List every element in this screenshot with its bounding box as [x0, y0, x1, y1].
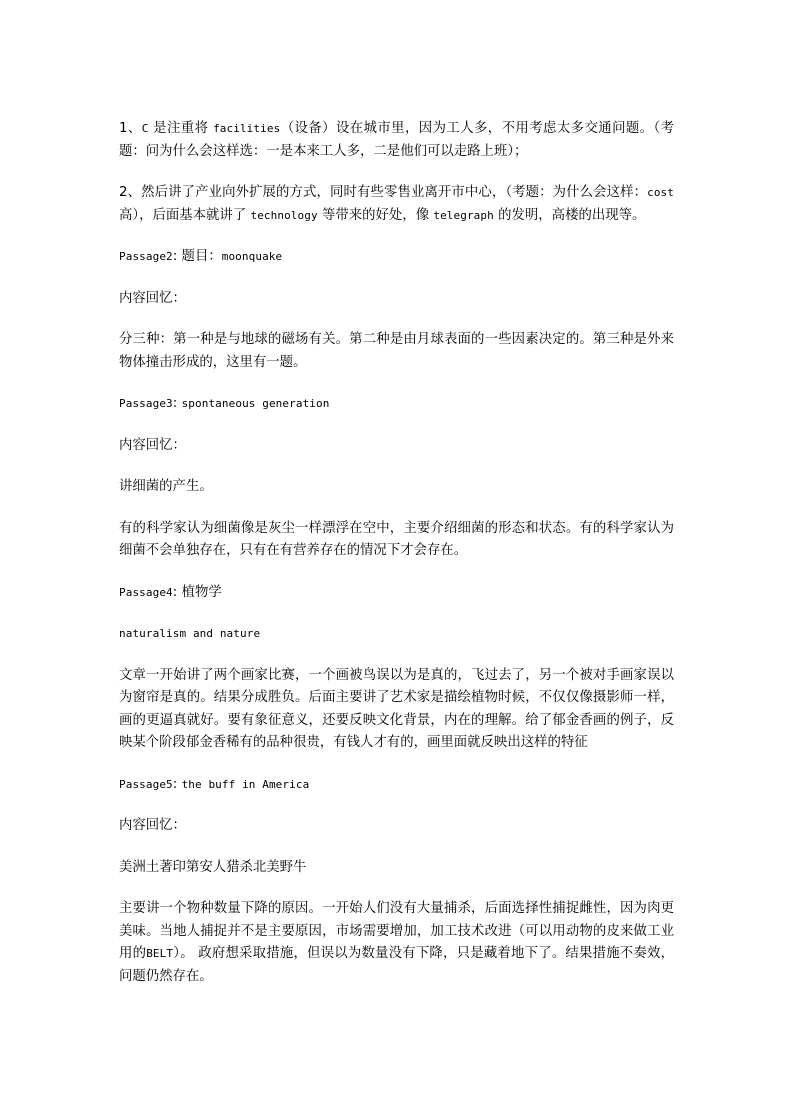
content-recall-label: 内容回忆：: [119, 290, 186, 306]
paragraph-9: 有的科学家认为细菌像是灰尘一样漂浮在空中，主要介绍细菌的形态和状态。有的科学家认为细菌不会单独存在，只有在有营养存在的情况下才会存在。: [119, 520, 674, 558]
content-recall-label: 内容回忆：: [119, 818, 186, 833]
paragraph-16: 主要讲一个物种数量下降的原因。一开始人们没有大量捕杀，后面选择性捕捉雌性，因为肉更美味。当地人捕捉并不是主要原因，市场需要增加，加工技术改进（可以用动物的皮来做工业用的BELT）。 政府想采取措施，但误以为数量没有下降，只是藏着地下了。结果措施不奏效，问题仍然存在。: [119, 901, 674, 984]
passage5-heading: Passage5: the buff in America: [119, 776, 310, 792]
document-page: [119, 118, 674, 1007]
paragraph-15: 美洲土著印第安人猎杀北美野牛: [119, 859, 307, 875]
paragraph-2: 2、然后讲了产业向外扩展的方式，同时有些零售业离开市中心，（考题：为什么会这样：cost高），后面基本就讲了 technology 等带来的好处，像 telegraph 的发明，高楼的出现等。: [119, 185, 674, 223]
paragraph-8: 讲细菌的产生。: [119, 479, 213, 494]
content-recall-label: 内容回忆：: [119, 437, 186, 453]
passage3-heading: Passage3: spontaneous generation: [119, 396, 330, 411]
paragraph-5: 分三种：第一种是与地球的磁场有关。第二种是由月球表面的一些因素决定的。第三种是外来物体撞击形成的，这里有一题。: [119, 332, 674, 370]
passage4-title: naturalism and nature: [119, 627, 261, 640]
paragraph-12: 文章一开始讲了两个画家比赛，一个画被鸟误以为是真的，飞过去了，另一个被对手画家误以为窗帘是真的。结果分成胜负。后面主要讲了艺术家是描绘植物时候，不仅仅像摄影师一样，画的更逼真就好。要有象征意义，还要反映文化背景，内在的理解。给了郁金香画的例子，反映某个阶段郁金香稀有的品种很贵，有钱人才有的，画里面就反映出这样的特征: [119, 667, 674, 750]
passage2-heading: Passage2: 题目：moonquake: [119, 249, 283, 264]
paragraph-1: 1、C 是注重将 facilities（设备）设在城市里，因为工人多，不用考虑太多交通问题。（考题：问为什么会这样选：一是本来工人多，二是他们可以走路上班）；: [119, 121, 674, 159]
passage4-heading: Passage4: 植物学: [119, 584, 222, 600]
